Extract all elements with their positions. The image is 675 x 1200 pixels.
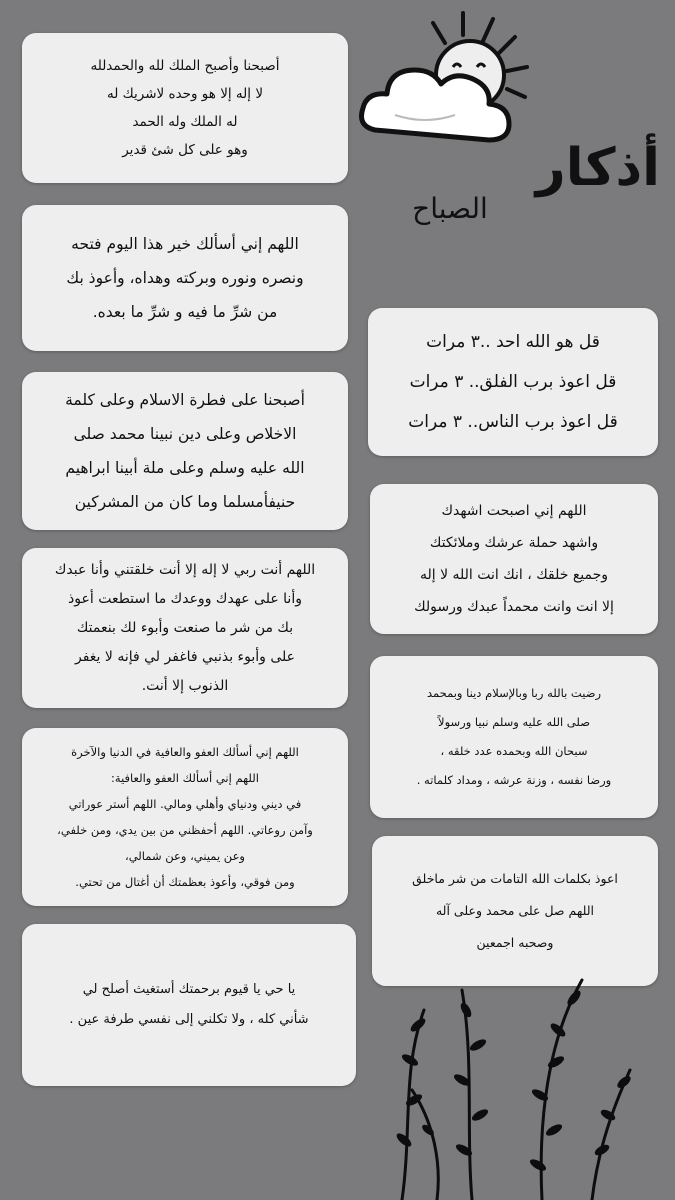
dhikr-line: حنيفأمسلما وما كان من المشركين [74, 493, 296, 511]
dhikr-line: قل اعوذ برب الناس.. ٣ مرات [408, 412, 618, 432]
dhikr-line: ومن فوقي، وأعوذ بعظمتك أن أغتال من تحتي. [75, 875, 295, 889]
dhikr-line: اللهم صل على محمد وعلى آله [435, 903, 595, 918]
dhikr-line: اللهم إني أسألك العفو والعافية في الدنيا والآخرة [71, 745, 299, 759]
dhikr-line: وصحبه اجمعين [476, 935, 554, 950]
dhikr-line: اللهم إني أسألك خير هذا اليوم فتحه [71, 235, 299, 253]
dhikr-line: من شرِّ ما فيه و شرِّ ما بعده. [92, 303, 278, 321]
dhikr-line: وآمن روعاتي. اللهم أحفظني من بين يدي، ومن خلفي، [57, 823, 313, 837]
dhikr-line: في ديني ودنياي وأهلي ومالي. اللهم أستر عوراتي [68, 797, 302, 811]
dhikr-card [370, 484, 658, 634]
dhikr-line: قل هو الله احد ..٣ مرات [426, 332, 600, 352]
dhikr-line: وأنا على عهدك ووعدك ما استطعت أعوذ [68, 590, 302, 607]
page-subtitle: الصباح [412, 192, 488, 225]
dhikr-line: على وأبوء بذنبي فاغفر لي فإنه لا يغفر [74, 648, 296, 665]
sun-cloud-icon [355, 5, 555, 155]
dhikr-line: سبحان الله وبحمده عدد خلقه ، [440, 744, 588, 758]
dhikr-line: واشهد حملة عرشك وملائكتك [429, 535, 599, 551]
dhikr-line: اللهم إني اصبحت اشهدك [441, 503, 587, 519]
dhikr-line: اللهم أنت ربي لا إله إلا أنت خلقتني وأنا عبدك [54, 561, 316, 578]
dhikr-line: له الملك وله الحمد [132, 114, 238, 130]
dhikr-card [22, 728, 348, 906]
dhikr-line: إلا انت وانت محمداً عبدك ورسولك [414, 599, 614, 615]
dhikr-line: الله عليه وسلم وعلى ملة أبينا ابراهيم [65, 459, 305, 477]
dhikr-line: شأني كله ، ولا تكلني إلى نفسي طرفة عين . [69, 1012, 309, 1027]
dhikr-line: أصبحنا على فطرة الاسلام وعلى كلمة [65, 391, 305, 409]
dhikr-line: بك من شر ما صنعت وأبوء لك بنعمتك [76, 619, 294, 636]
dhikr-line: الاخلاص وعلى دين نبينا محمد صلى [73, 425, 297, 443]
dhikr-line: وهو على كل شئ قدير [122, 142, 248, 158]
dhikr-line: وعن يميني، وعن شمالي، [125, 849, 245, 863]
plant-decoration-icon [362, 950, 662, 1200]
dhikr-line: الذنوب إلا أنت. [141, 677, 229, 694]
dhikr-card [22, 33, 348, 183]
dhikr-line: وجميع خلقك ، انك انت الله لا إله [419, 567, 609, 583]
dhikr-line: ونصره ونوره وبركته وهداه، وأعوذ بك [66, 269, 304, 287]
dhikr-card [22, 205, 348, 351]
dhikr-line: لا إله إلا هو وحده لاشريك له [106, 86, 264, 102]
dhikr-line: صلى الله عليه وسلم نبيا ورسولاً [438, 715, 590, 729]
page-title: أذكار [535, 138, 660, 198]
dhikr-line: اللهم إني أسألك العفو والعافية: [111, 771, 259, 785]
dhikr-line: يا حي يا قيوم برحمتك أستغيث أصلح لي [82, 982, 296, 997]
dhikr-card [368, 308, 658, 456]
dhikr-card [22, 548, 348, 708]
dhikr-line: رضيت بالله ربا وبالإسلام دينا وبمحمد [426, 686, 602, 700]
dhikr-card [22, 372, 348, 530]
dhikr-card [370, 656, 658, 818]
dhikr-line: اعوذ بكلمات الله التامات من شر ماخلق [412, 871, 618, 886]
dhikr-line: أصبحنا وأصبح الملك لله والحمدلله [90, 58, 280, 74]
dhikr-line: ورضا نفسه ، وزنة عرشه ، ومداد كلماته . [416, 773, 612, 787]
dhikr-line: قل اعوذ برب الفلق.. ٣ مرات [409, 372, 617, 392]
dhikr-card [22, 924, 356, 1086]
